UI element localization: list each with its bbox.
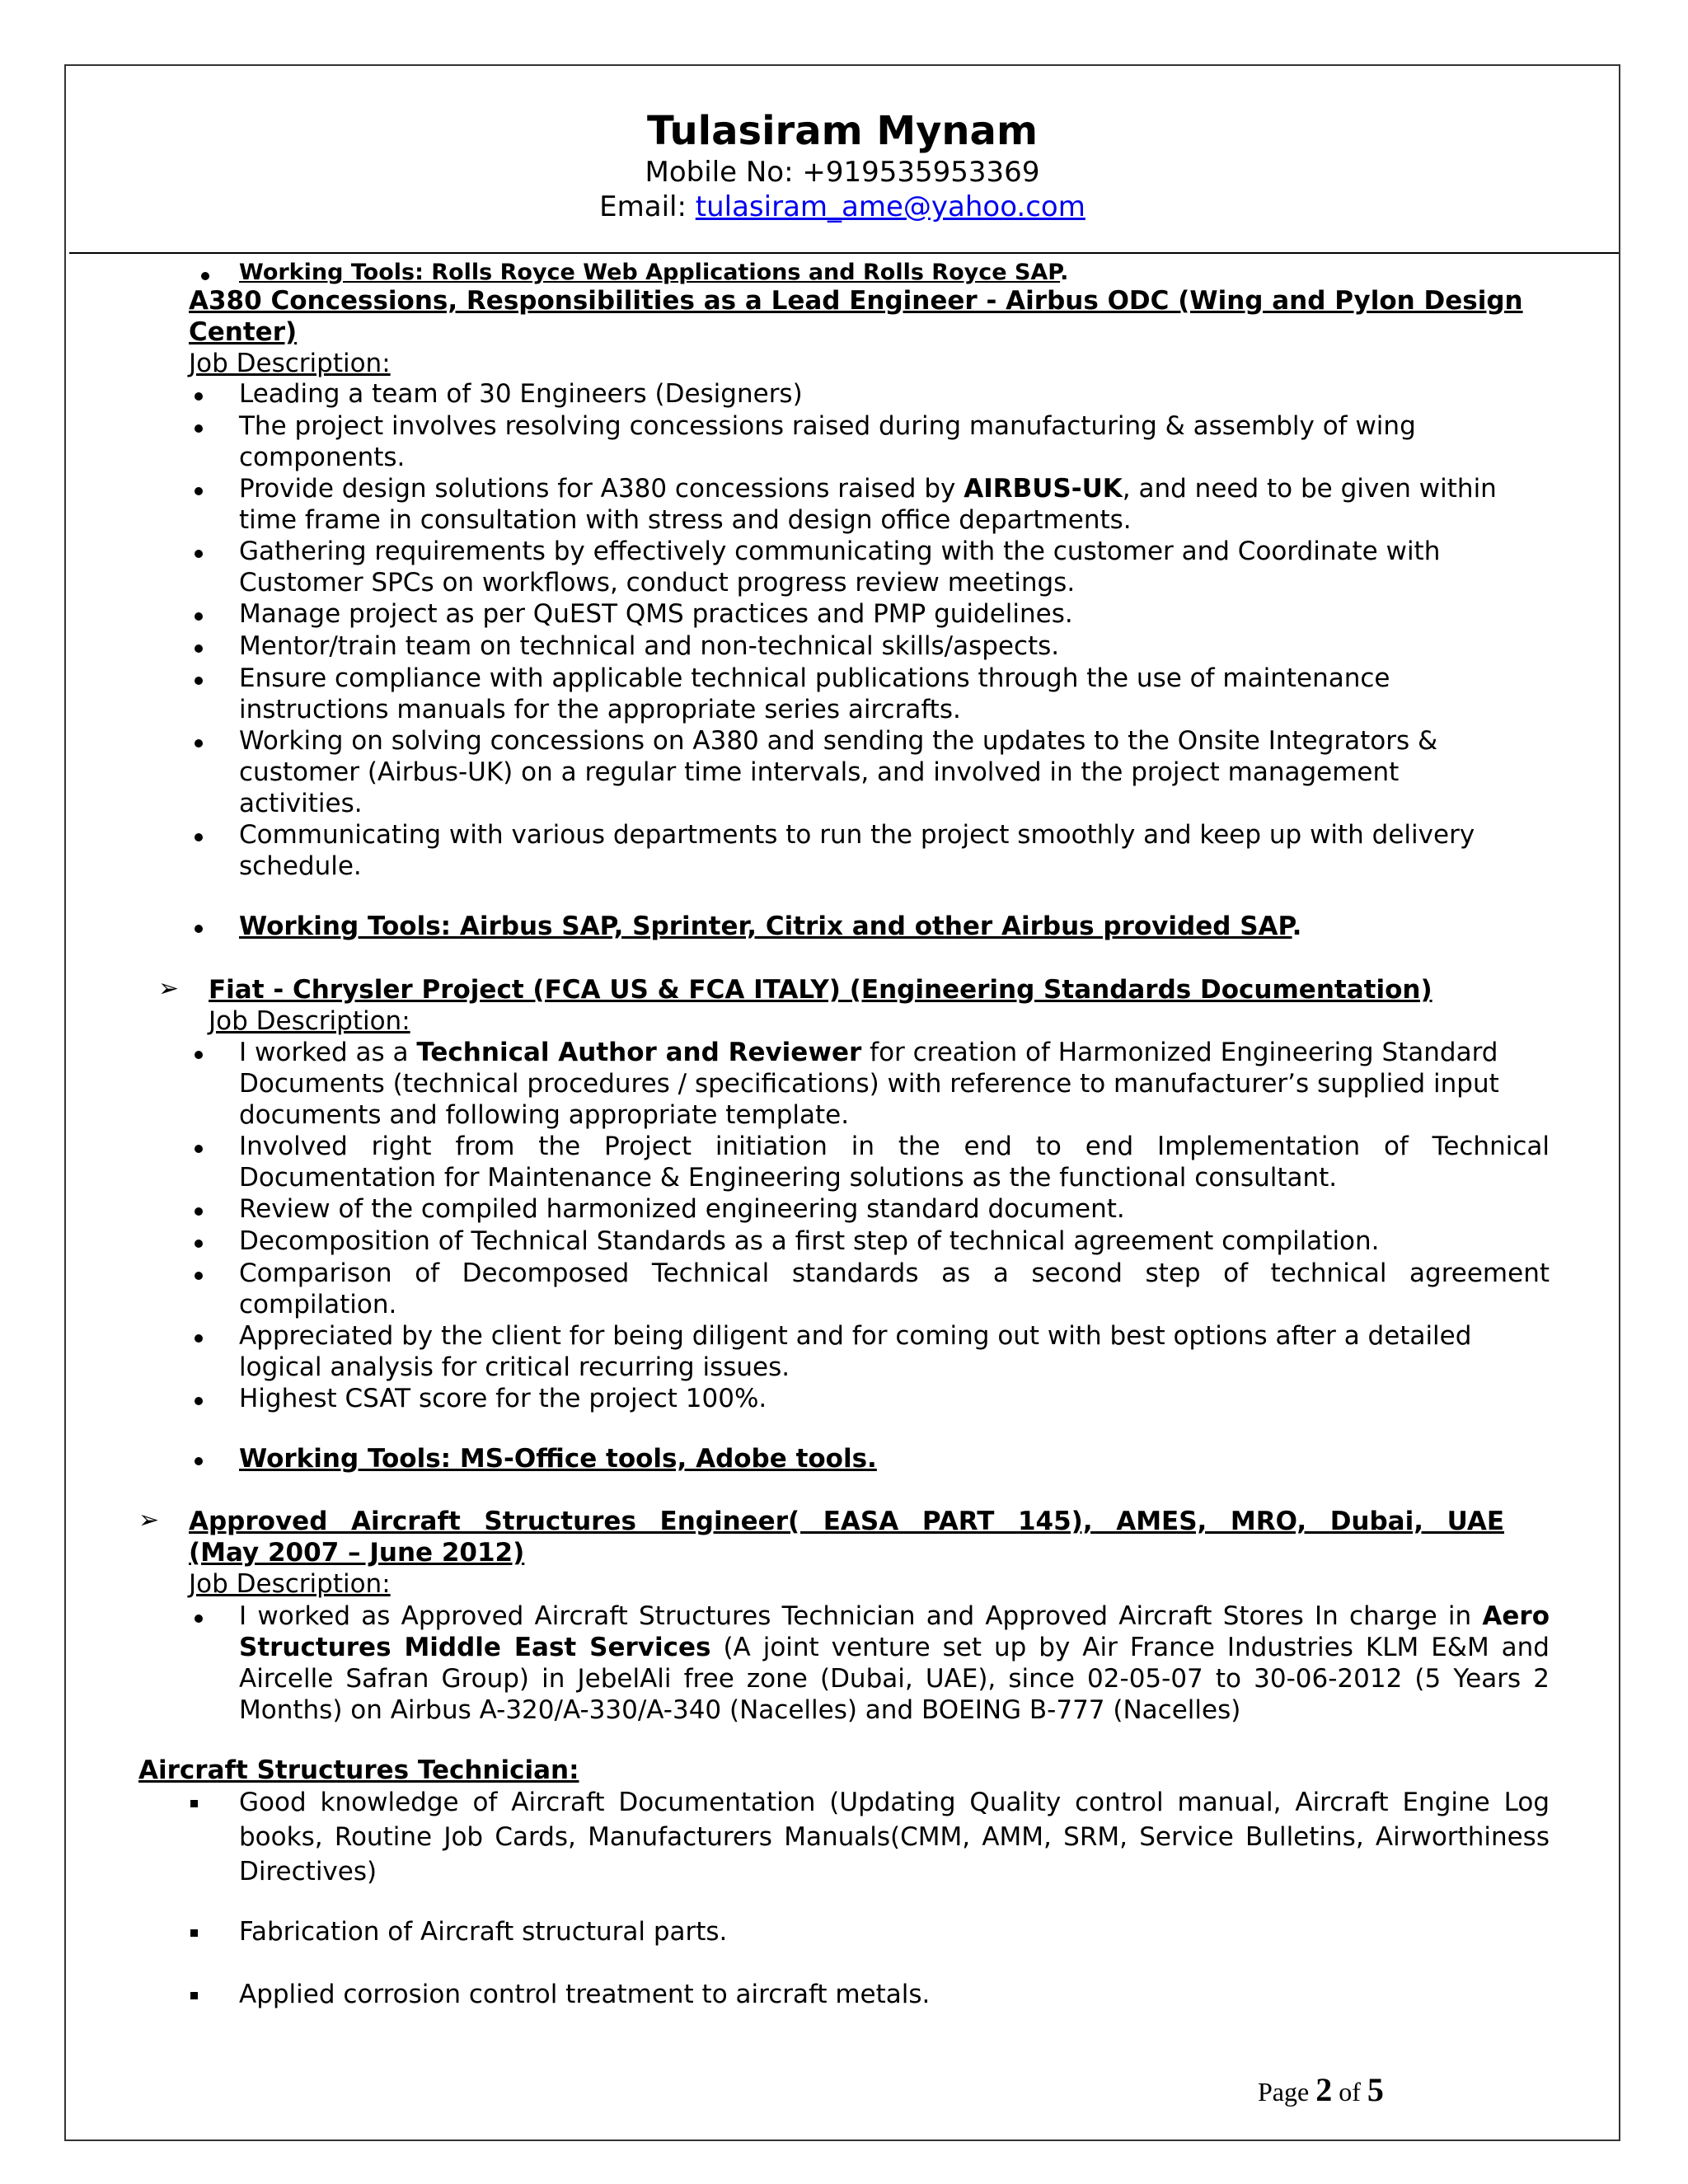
fiat-job-description-label: Job Description:	[209, 1006, 410, 1036]
fiat-bullet-3: Review of the compiled harmonized engineering standard document.	[239, 1194, 1125, 1224]
a380-bullet-1: Leading a team of 30 Engineers (Designers)	[239, 379, 803, 409]
page-number: Page 2 of 5	[1258, 2071, 1384, 2108]
fiat-bullet-4: Decomposition of Technical Standards as a first step of technical agreement compilation.	[239, 1226, 1380, 1256]
a380-title-cont: Center)	[189, 317, 298, 347]
technician-heading: Aircraft Structures Technician:	[138, 1755, 579, 1785]
mobile-label: Mobile No:	[645, 156, 794, 189]
ames-bullet-1: I worked as Approved Aircraft Structures Technician and Approved Aircraft Stores In charge in Aero	[239, 1601, 1550, 1631]
square-bullet-icon	[190, 1929, 198, 1937]
bullet-icon	[195, 550, 203, 558]
bullet-icon	[195, 1051, 203, 1059]
a380-tools: Working Tools: Airbus SAP, Sprinter, Citrix and other Airbus provided SAP	[239, 912, 1292, 941]
bullet-icon	[195, 1272, 203, 1280]
bullet-icon	[195, 487, 203, 495]
fiat-bullet-1: I worked as a Technical Author and Reviewer for creation of Harmonized Engineering Standard	[239, 1038, 1498, 1067]
fiat-title: Fiat - Chrysler Project (FCA US & FCA ITALY) (Engineering Standards Documentation)	[209, 975, 1432, 1005]
a380-bullet-9: Communicating with various departments to run the project smoothly and keep up with delivery	[239, 820, 1475, 850]
bullet-icon	[195, 1397, 203, 1405]
bullet-icon	[195, 1457, 203, 1465]
mobile-number: +919535953369	[802, 156, 1040, 189]
candidate-name: Tulasiram Mynam	[647, 108, 1038, 154]
bullet-icon	[195, 1615, 203, 1623]
a380-bullet-3: Provide design solutions for A380 concessions raised by AIRBUS-UK, and need to be given within	[239, 474, 1497, 504]
fiat-bullet-6: Appreciated by the client for being diligent and for coming out with best options after a detailed	[239, 1321, 1472, 1351]
fiat-bullet-7: Highest CSAT score for the project 100%.	[239, 1384, 767, 1413]
a380-title: A380 Concessions, Responsibilities as a Lead Engineer - Airbus ODC (Wing and Pylon Design	[189, 286, 1523, 316]
mobile-line	[66, 155, 1619, 190]
square-bullet-icon	[190, 1800, 198, 1807]
bullet-icon	[195, 739, 203, 748]
technician-bullet-2: Fabrication of Aircraft structural parts.	[239, 1917, 728, 1947]
bullet-icon	[195, 1207, 203, 1216]
fiat-bullet-2: Involved right from the Project initiation in the end to end Implementation of Technical	[239, 1132, 1550, 1161]
bullet-icon	[195, 677, 203, 685]
bullet-icon	[195, 925, 203, 933]
bullet-icon	[195, 1334, 203, 1343]
bullet-icon	[195, 424, 203, 433]
bullet-icon	[195, 833, 203, 841]
email-line	[66, 190, 1619, 224]
bullet-icon	[201, 272, 209, 280]
square-bullet-icon	[190, 1992, 198, 1999]
rr-tools: Working Tools: Rolls Royce Web Applications and Rolls Royce SAP	[239, 260, 1061, 285]
a380-bullet-5: Manage project as per QuEST QMS practices and PMP guidelines.	[239, 599, 1073, 629]
arrow-bullet-icon: ➢	[138, 1506, 160, 1535]
email-link[interactable]: tulasiram_ame@yahoo.com	[695, 190, 1085, 223]
bullet-icon	[195, 1145, 203, 1153]
arrow-bullet-icon: ➢	[158, 974, 180, 1003]
a380-bullet-8: Working on solving concessions on A380 and sending the updates to the Onsite Integrators &	[239, 726, 1438, 756]
a380-bullet-7: Ensure compliance with applicable technical publications through the use of maintenance	[239, 663, 1390, 693]
a380-job-description-label: Job Description:	[189, 349, 391, 378]
header-divider	[69, 252, 1619, 254]
bullet-icon	[195, 644, 203, 653]
a380-bullet-6: Mentor/train team on technical and non-technical skills/aspects.	[239, 631, 1060, 661]
rr-tools-line: Working Tools: Rolls Royce Web Applications and Rolls Royce SAP.	[239, 260, 1069, 285]
technician-bullet-1: Good knowledge of Aircraft Documentation (Updating Quality control manual, Aircraft Engine Log	[239, 1788, 1550, 1817]
a380-bullet-2: The project involves resolving concessions raised during manufacturing & assembly of wing	[239, 411, 1416, 441]
email-label: Email:	[599, 190, 687, 223]
bullet-icon	[195, 392, 203, 401]
ames-job-description-label: Job Description:	[189, 1569, 391, 1599]
resume-header	[66, 107, 1619, 224]
bullet-icon	[195, 612, 203, 621]
fiat-tools: Working Tools: MS-Office tools, Adobe tools.	[239, 1444, 877, 1474]
ames-dates: (May 2007 – June 2012)	[189, 1538, 525, 1568]
a380-tools-line: Working Tools: Airbus SAP, Sprinter, Citrix and other Airbus provided SAP.	[239, 912, 1302, 941]
bullet-icon	[195, 1240, 203, 1248]
airbus-uk: AIRBUS-UK	[964, 474, 1123, 504]
technical-author-role: Technical Author and Reviewer	[416, 1038, 862, 1067]
a380-bullet-4: Gathering requirements by effectively communicating with the customer and Coordinate with	[239, 537, 1441, 566]
fiat-bullet-5: Comparison of Decomposed Technical standards as a second step of technical agreement	[239, 1258, 1550, 1288]
technician-bullet-3: Applied corrosion control treatment to aircraft metals.	[239, 1980, 931, 2009]
ames-title: Approved Aircraft Structures Engineer( EASA PART 145), AMES, MRO, Dubai, UAE	[189, 1507, 1504, 1536]
